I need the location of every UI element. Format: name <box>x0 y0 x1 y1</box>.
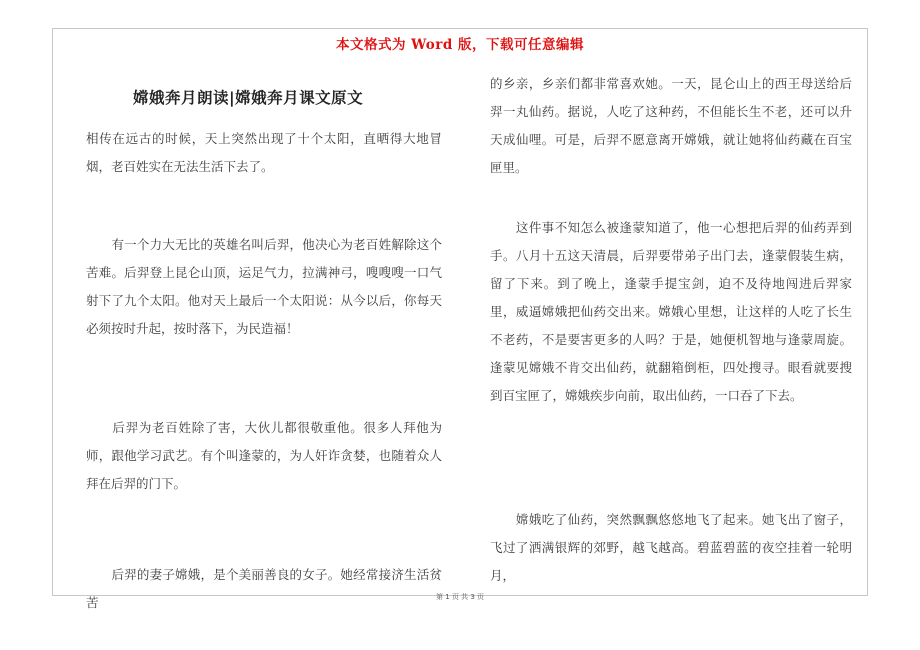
right-paragraph-1: 的乡亲，乡亲们都非常喜欢她。一天，昆仑山上的西王母送给后羿一丸仙药。据说，人吃了这种药，不但能长生不老，还可以升天成仙哩。可是，后羿不愿意离开嫦娥，就让她将仙药藏在百宝匣里。 <box>490 76 852 175</box>
right-paragraph-3: 嫦娥吃了仙药，突然飘飘悠悠地飞了起来。她飞出了窗子，飞过了洒满银辉的郊野，越飞越高。碧蓝碧蓝的夜空挂着一轮明月， <box>490 512 852 583</box>
format-notice-banner: 本文格式为 Word 版，下载可任意编辑 <box>335 37 585 53</box>
document-title: 嫦娥奔月朗读|嫦娥奔月课文原文 <box>133 89 364 107</box>
left-paragraph-4: 后羿的妻子嫦娥，是个美丽善良的女子。她经常接济生活贫苦 <box>86 567 442 610</box>
left-paragraph-1: 相传在远古的时候，天上突然出现了十个太阳，直晒得大地冒烟，老百姓实在无法生活下去了。 <box>86 131 442 174</box>
right-paragraph-2: 这件事不知怎么被逢蒙知道了，他一心想把后羿的仙药弄到手。八月十五这天清晨，后羿要带弟子出门去，逢蒙假装生病，留了下来。到了晚上，逢蒙手提宝剑，迫不及待地闯进后羿家里，威逼嫦娥把仙药交出来。嫦娥心里想，让这样的人吃了长生不老药，不是要害更多的人吗？于是，她便机智地与逢蒙周旋。逢蒙见嫦娥不肯交出仙药，就翻箱倒柜，四处搜寻。眼看就要搜到百宝匣了，嫦娥疾步向前，取出仙药，一口吞了下去。 <box>490 220 852 403</box>
left-paragraph-3: 后羿为老百姓除了害，大伙儿都很敬重他。很多人拜他为师，跟他学习武艺。有个叫逢蒙的，为人奸诈贪婪，也随着众人拜在后羿的门下。 <box>86 420 442 491</box>
left-paragraph-2: 有一个力大无比的英雄名叫后羿，他决心为老百姓解除这个苦难。后羿登上昆仑山顶，运足气力，拉满神弓，嗖嗖嗖一口气射下了九个太阳。他对天上最后一个太阳说：从今以后，你每天必须按时升起，按时落下，为民造福！ <box>86 237 442 336</box>
page-number-footer: 第 1 页 共 3 页 <box>435 593 485 601</box>
